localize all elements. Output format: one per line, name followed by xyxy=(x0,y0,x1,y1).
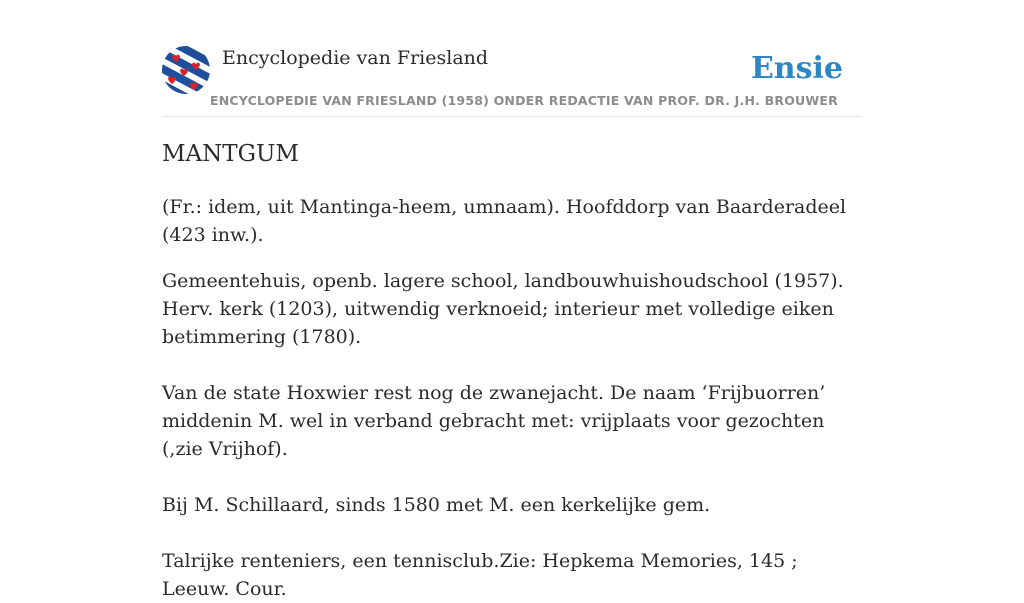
entry-title: MANTGUM xyxy=(162,141,299,167)
paragraph: Gemeentehuis, openb. lagere school, landbouwhuishoudschool (1957). Herv. kerk (1203), uitwendig verknoeid; interieur met volledige eiken betimmering (1780). xyxy=(162,270,844,348)
paragraph: (Fr.: idem, uit Mantinga-heem, umnaam). Hoofddorp van Baarderadeel (423 inw.). xyxy=(162,196,847,246)
paragraph: Van de state Hoxwier rest nog de zwanejacht. De naam ‘Frijbuorren’ middenin M. wel in verband gebracht met: vrijplaats voor gezochten (,zie Vrijhof). xyxy=(162,382,826,460)
article xyxy=(162,138,862,603)
frisian-flag-icon[interactable] xyxy=(162,46,210,94)
source-subtitle: ENCYCLOPEDIE VAN FRIESLAND (1958) ONDER REDACTIE VAN PROF. DR. J.H. BROUWER xyxy=(210,93,838,108)
site-header xyxy=(162,46,862,117)
brand-logo[interactable]: Ensie xyxy=(750,51,843,86)
paragraph: Talrijke renteniers, een tennisclub.Zie: Hepkema Memories, 145 ; Leeuw. Cour. xyxy=(162,550,798,600)
site-title[interactable]: Encyclopedie van Friesland xyxy=(222,47,489,69)
paragraph: Bij M. Schillaard, sinds 1580 met M. een kerkelijke gem. xyxy=(162,494,711,516)
